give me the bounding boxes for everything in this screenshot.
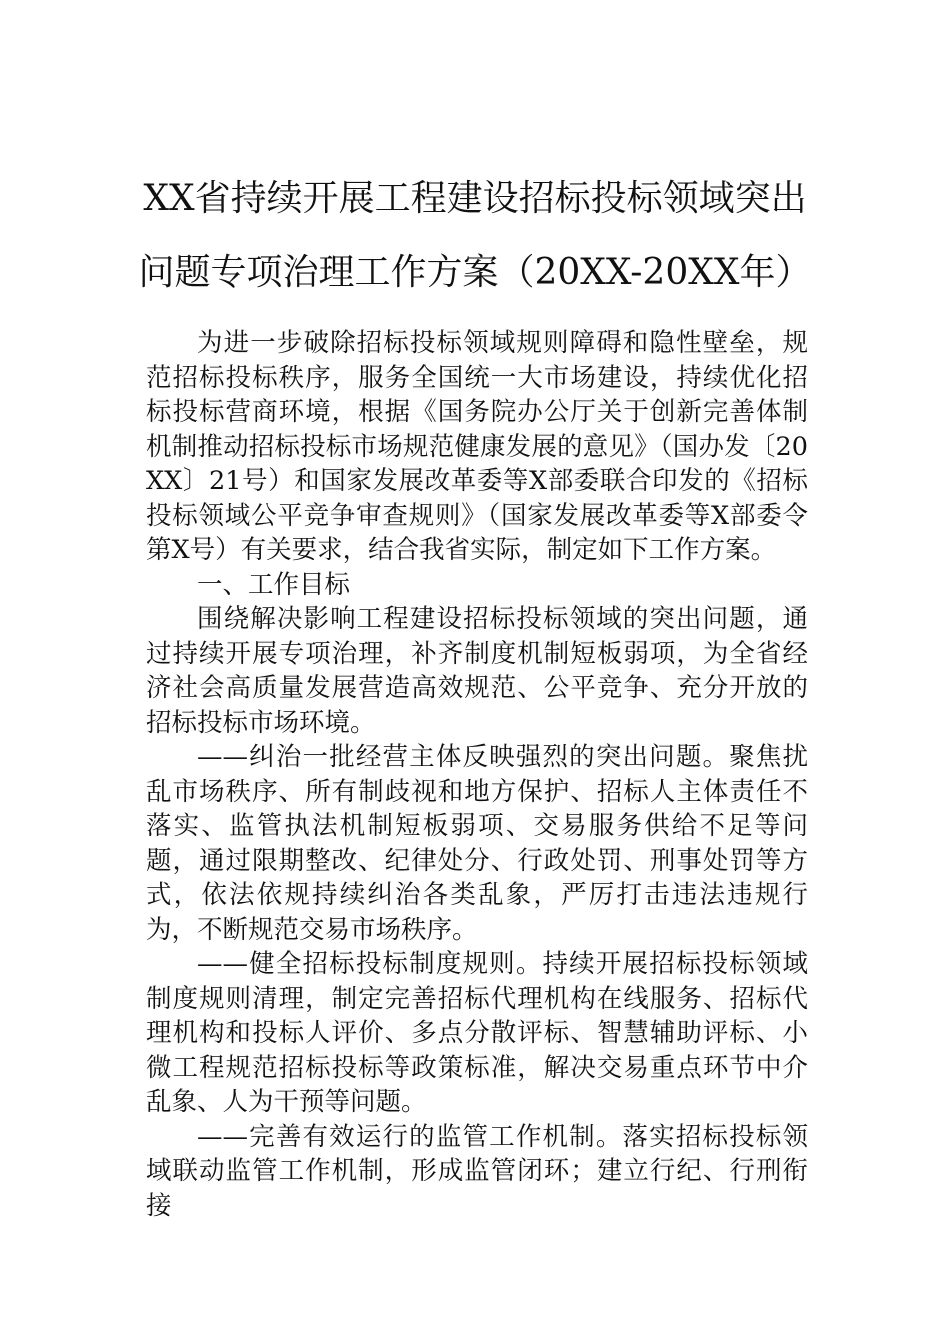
- paragraph-goal-rectify: ——纠治一批经营主体反映强烈的突出问题。聚焦扰乱市场秩序、所有制歧视和地方保护、招标人主体责任不落实、监管执法机制短板弱项、交易服务供给不足等问题，通过限期整改、纪律处分、行政处罚、刑事处罚等方式，依法依规持续纠治各类乱象，严厉打击违法违规行为，不断规范交易市场秩序。: [146, 742, 808, 945]
- title-line-1: XX省持续开展工程建设招标投标领域突出: [143, 178, 807, 219]
- paragraph-goal-rules: ——健全招标投标制度规则。持续开展招标投标领域制度规则清理，制定完善招标代理机构在线服务、招标代理机构和投标人评价、多点分散评标、智慧辅助评标、小微工程规范招标投标等政策标准，解决交易重点环节中介乱象、人为干预等问题。: [146, 949, 808, 1117]
- paragraph-intro: 为进一步破除招标投标领域规则障碍和隐性壁垒，规范招标投标秩序，服务全国统一大市场建设，持续优化招标投标营商环境，根据《国务院办公厅关于创新完善体制机制推动招标投标市场规范健康发展的意见》（国办发〔20XX〕21号）和国家发展改革委等X部委联合印发的《招标投标领域公平竞争审查规则》（国家发展改革委等X部委令第X号）有关要求，结合我省实际，制定如下工作方案。: [146, 328, 808, 565]
- document-title: [100, 162, 850, 310]
- section-heading-work-goals: 一、工作目标: [197, 569, 351, 600]
- document-body: [146, 326, 808, 1223]
- paragraph-goals: 围绕解决影响工程建设招标投标领域的突出问题，通过持续开展专项治理，补齐制度机制短板弱项，为全省经济社会高质量发展营造高效规范、公平竞争、充分开放的招标投标市场环境。: [146, 604, 808, 738]
- paragraph-goal-supervision: ——完善有效运行的监管工作机制。落实招标投标领域联动监管工作机制，形成监管闭环；建立行纪、行刑衔接: [146, 1121, 808, 1221]
- title-line-2: 问题专项治理工作方案（20XX-20XX年）: [138, 252, 812, 293]
